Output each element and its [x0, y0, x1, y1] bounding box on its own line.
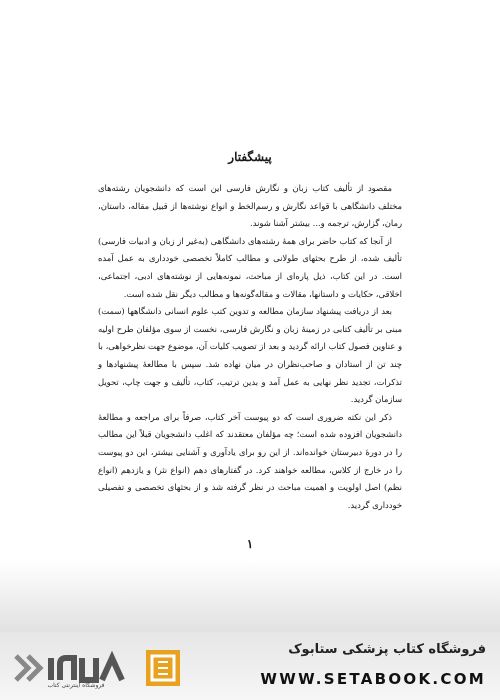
body-text — [98, 180, 402, 514]
page-shadow — [0, 560, 500, 640]
logo-caption: فروشگاه اینترنتی کتاب — [47, 682, 105, 689]
store-name: فروشگاه کتاب پزشکی ستابوک — [288, 642, 486, 657]
page-number: ۱ — [246, 537, 254, 551]
page-title: پیشگفتار — [228, 150, 272, 164]
paragraph-4: ذکر این نکته ضروری است که دو پیوست آخر کتاب، صرفاً برای مراجعه و مطالعهٔ دانشجویان افزوده شده است؛ چه مؤلفان معتقدند که اغلب دانشجویان قبلاً این مطالب را در دورهٔ دبیرستان خوانده‌اند. از این رو برای یادآوری و آشنایی بیشتر، این دو پیوست را در خارج از کلاس، مطالعه خواهند کرد. در گفتارهای دهم (انواع نثر) و یازدهم (انواع نظم) اصل اولویت و اهمیت مباحث در نظر گرفته شد و از بحثهای تخصصی و تفصیلی خودداری گردید. — [98, 411, 402, 510]
store-url-link[interactable]: WWW.SETABOOK.COM — [260, 670, 486, 688]
paragraph-3: بعد از دریافت پیشنهاد سازمان مطالعه و تدوین کتب علوم انسانی دانشگاهها (سمت) مبنی بر تألیف کتابی در زمینهٔ زبان و نگارش فارسی، نخست از سوی مؤلفان طرح اولیه و عناوین فصول کتاب ارائه گردید و بعد از تصویب کلیات آن، موضوع جهت نظرخواهی، با چند تن از استادان و صاحب‌نظران در میان نهاده شد. سپس با مطالعهٔ پیشنهادها و تذکرات، تجدید نظر نهایی به عمل آمد و بدین ترتیب، کتاب، تألیف و جهت چاپ، تحویل سازمان گردید. — [98, 306, 402, 405]
store-banner — [0, 632, 500, 700]
paragraph-2: از آنجا که کتاب حاضر برای همهٔ رشته‌های دانشگاهی (به‌غیر از زبان و ادبیات فارسی) تألیف شده، از طرح بحثهای طولانی و مطالب کاملاً تخصصی خودداری به عمل آمده است. در این کتاب، ذیل پاره‌ای از مباحث، نمونه‌هایی از نوشته‌های ادبی، اجتماعی، اخلاقی، حکایات و داستانها، مقالات و مقاله‌گونه‌ها و مطالب دیگر نقل شده است. — [98, 235, 402, 299]
paragraph-1: مقصود از تألیف کتاب زبان و نگارش فارسی این است که دانشجویان رشته‌های مختلف دانشگاهی با قواعد نگارش و رسم‌الخط و انواع نوشته‌ها از قبیل مقاله، داستان، رمان، گزارش، ترجمه و... بیشتر آشنا شوند. — [98, 183, 402, 229]
